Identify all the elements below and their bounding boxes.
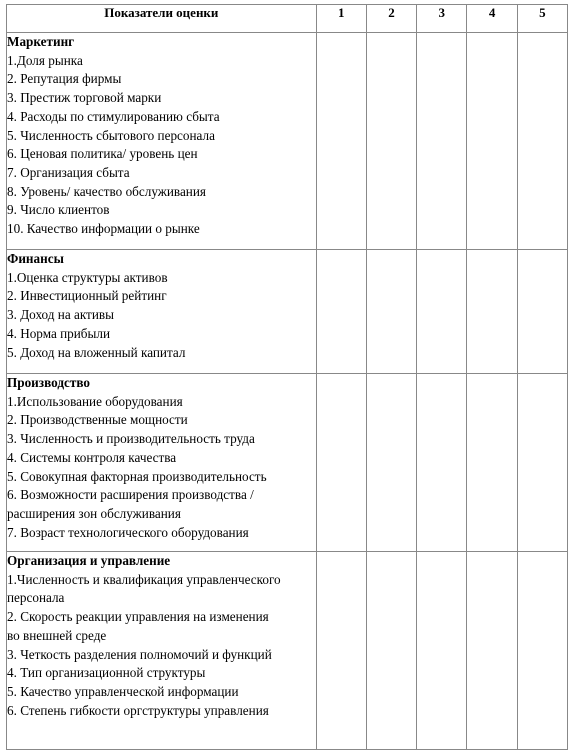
list-item: 7. Возраст технологического оборудования (7, 524, 249, 540)
score-cell[interactable] (366, 552, 416, 750)
list-item: 5. Совокупная факторная производительность (7, 468, 267, 484)
score-cell[interactable] (467, 374, 517, 552)
score-cell[interactable] (517, 33, 567, 250)
list-item: персонала (7, 590, 65, 606)
list-item: 2. Производственные мощности (7, 412, 188, 428)
evaluation-table (6, 4, 568, 750)
list-item: 1.Численность и квалификация управленческого (7, 571, 281, 587)
list-item: 1.Использование оборудования (7, 393, 183, 409)
score-cell[interactable] (467, 552, 517, 750)
score-cell[interactable] (467, 250, 517, 374)
list-item: 3. Престиж торговой марки (7, 90, 162, 106)
score-cell[interactable] (517, 374, 567, 552)
header-row (7, 5, 568, 33)
score-header-3: 3 (417, 5, 467, 33)
score-cell[interactable] (366, 33, 416, 250)
list-item: 2. Инвестиционный рейтинг (7, 288, 167, 304)
score-cell[interactable] (316, 33, 366, 250)
section-row-finance (7, 250, 568, 374)
section-row-production (7, 374, 568, 552)
list-item: 2. Репутация фирмы (7, 71, 122, 87)
list-item: 1.Оценка структуры активов (7, 269, 168, 285)
score-cell[interactable] (517, 250, 567, 374)
list-item: 10. Качество информации о рынке (7, 221, 200, 237)
list-item: во внешней среде (7, 627, 107, 643)
section-marketing (7, 33, 317, 250)
list-item: 7. Организация сбыта (7, 164, 130, 180)
score-cell[interactable] (467, 33, 517, 250)
list-item: 5. Качество управленческой информации (7, 683, 239, 699)
list-item: 5. Численность сбытового персонала (7, 127, 215, 143)
list-item: 5. Доход на вложенный капитал (7, 344, 186, 360)
section-production (7, 374, 317, 552)
score-cell[interactable] (366, 250, 416, 374)
list-item: 6. Возможности расширения производства / (7, 487, 254, 503)
list-item: 3. Численность и производительность труда (7, 431, 255, 447)
list-item: 2. Скорость реакции управления на изменения (7, 609, 269, 625)
score-cell[interactable] (316, 250, 366, 374)
score-cell[interactable] (417, 552, 467, 750)
score-header-1: 1 (316, 5, 366, 33)
section-title: Производство (7, 375, 90, 390)
section-title: Организация и управление (7, 553, 171, 568)
section-finance (7, 250, 317, 374)
section-row-management (7, 552, 568, 750)
list-item: 4. Расходы по стимулированию сбыта (7, 108, 220, 124)
score-cell[interactable] (316, 552, 366, 750)
score-header-4: 4 (467, 5, 517, 33)
section-management (7, 552, 317, 750)
score-cell[interactable] (417, 250, 467, 374)
list-item: 9. Число клиентов (7, 202, 110, 218)
score-cell[interactable] (316, 374, 366, 552)
list-item: 4. Норма прибыли (7, 325, 111, 341)
list-item: 4. Системы контроля качества (7, 449, 177, 465)
section-title: Финансы (7, 251, 64, 266)
score-header-2: 2 (366, 5, 416, 33)
section-title: Маркетинг (7, 34, 75, 49)
list-item: расширения зон обслуживания (7, 505, 181, 521)
list-item: 6. Ценовая политика/ уровень цен (7, 146, 198, 162)
list-item: 3. Доход на активы (7, 307, 114, 323)
section-row-marketing (7, 33, 568, 250)
score-cell[interactable] (517, 552, 567, 750)
list-item: 8. Уровень/ качество обслуживания (7, 183, 206, 199)
list-item: 1.Доля рынка (7, 52, 83, 68)
indicator-header: Показатели оценки (7, 5, 317, 33)
score-cell[interactable] (417, 33, 467, 250)
list-item: 4. Тип организационной структуры (7, 665, 206, 681)
score-header-5: 5 (517, 5, 567, 33)
score-cell[interactable] (417, 374, 467, 552)
score-cell[interactable] (366, 374, 416, 552)
list-item: 6. Степень гибкости оргструктуры управления (7, 702, 269, 718)
list-item: 3. Четкость разделения полномочий и функций (7, 646, 272, 662)
